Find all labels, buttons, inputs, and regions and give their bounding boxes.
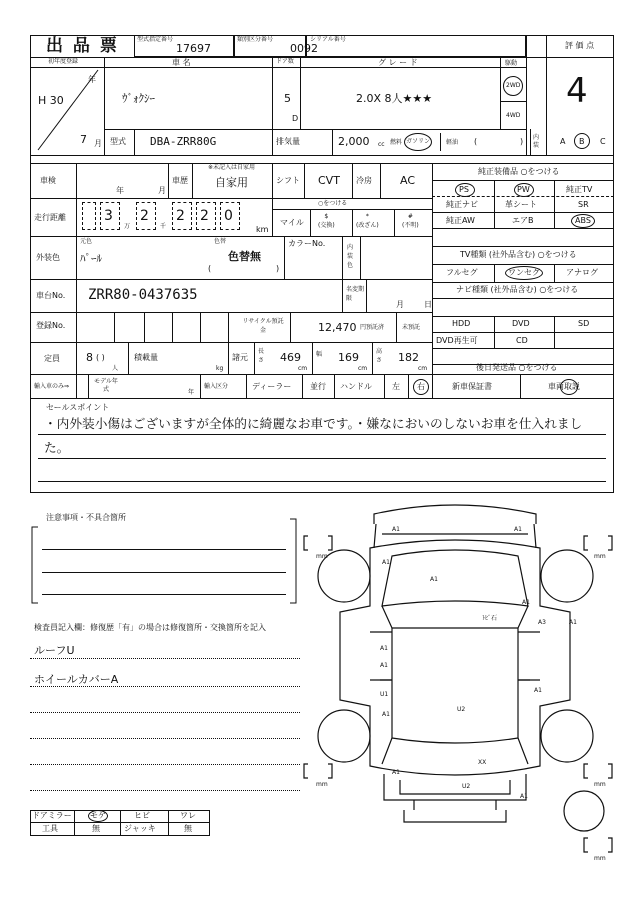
- manual-option: 車両取説: [548, 382, 580, 391]
- drive-label: 駆動: [505, 60, 518, 67]
- mm-label: mm: [316, 781, 328, 788]
- damage-mark: A1: [569, 619, 577, 626]
- car-name: ｳﾞｫｸｼｰ: [122, 92, 155, 105]
- height-value: 182: [398, 351, 419, 364]
- class-value: 0092: [290, 42, 318, 55]
- form-title: 出 品 票: [46, 36, 119, 56]
- history-label: 車歴: [172, 176, 188, 185]
- navi-hdd: HDD: [452, 319, 471, 328]
- serial-label: シリアル番号: [310, 36, 346, 43]
- door-mirror-label: ドアミラー: [32, 811, 72, 820]
- grade-value: 2.0X 8人★★★: [356, 92, 433, 105]
- damage-mark: A1: [382, 559, 390, 566]
- drive-2wd: 2WD: [506, 82, 521, 89]
- sales-line-1: ・内外装小傷はございますが全体的に綺麗なお車です。・嫌なにおいのしないお車を仕入れまし: [44, 416, 583, 431]
- width-label: 幅: [316, 351, 323, 358]
- load-unit: kg: [216, 365, 224, 372]
- damage-mark: A1: [520, 793, 528, 800]
- capacity-value: 8: [86, 351, 93, 364]
- jack-value: 無: [184, 824, 192, 833]
- class-label: 類別区分番号: [237, 36, 274, 43]
- doors-label: ドア数: [276, 58, 294, 65]
- mm-label: mm: [594, 553, 606, 560]
- recycle-value: 12,470: [318, 321, 357, 334]
- damage-mark: A1: [382, 711, 390, 718]
- damage-mark: A1: [380, 662, 388, 669]
- shift-value: CVT: [318, 174, 340, 187]
- displacement-label: 排気量: [276, 137, 300, 146]
- length-label: 長さ: [258, 348, 265, 364]
- dealer-option: ディーラー: [252, 382, 292, 391]
- unknown-label: # (不明): [402, 213, 419, 229]
- handle-label: ハンドル: [340, 382, 372, 391]
- original-color-value: ﾊﾟｰﾙ: [80, 252, 102, 265]
- length-value: 469: [280, 351, 301, 364]
- tools-value: 無: [92, 824, 100, 833]
- fuel-gasoline: ガソリン: [406, 138, 431, 145]
- mirror-value: モゲ: [90, 811, 106, 820]
- caution-label: 注意事項・不具合箇所: [46, 513, 126, 522]
- damage-mark: U1: [380, 691, 389, 698]
- recycle-label: リサイクル預託金: [242, 318, 284, 334]
- shaken-year-unit: 年: [116, 186, 124, 195]
- mileage-digit-3: 2: [176, 208, 185, 224]
- handle-left: 左: [392, 382, 400, 391]
- damage-mark: XX: [478, 759, 487, 766]
- mileage-digit-4: 2: [200, 208, 209, 224]
- equip-leather: 革シート: [505, 200, 537, 209]
- mileage-label: 走行距離: [34, 213, 66, 222]
- tv-type-title: TV種類 (社外品含む) ○をつける: [460, 250, 577, 259]
- type-cert-label: 型式指定番号: [137, 36, 174, 43]
- equip-tv: 純正TV: [566, 185, 593, 194]
- exchanged-label: $ (交換): [318, 213, 335, 229]
- fuel-label: 燃料: [390, 139, 403, 146]
- handle-right: 右: [417, 382, 425, 391]
- fuel-diesel: 軽油: [446, 139, 459, 146]
- model-label: 車 名: [172, 58, 191, 67]
- equip-pw: PW: [517, 185, 530, 194]
- displacement-value: 2,000: [338, 135, 370, 148]
- import-class-label: 輸入区分: [204, 383, 229, 390]
- score-value: 4: [566, 71, 588, 111]
- modified-label: * (改ざん): [356, 213, 379, 229]
- reg-era: H 30: [38, 94, 64, 107]
- import-label: 輸入車のみ⇒: [34, 383, 70, 390]
- name-change-label: 名変期限: [346, 286, 365, 302]
- damage-mark: A1: [522, 599, 530, 606]
- first-reg-label: 初年度登録: [48, 58, 79, 65]
- capacity-unit: 人: [112, 365, 119, 372]
- interior-grade-c: C: [600, 137, 606, 146]
- color-no-label: カラーNo.: [288, 239, 326, 248]
- interior-color-label: 内装色: [347, 244, 354, 269]
- navi-type-title: ナビ種類 (社外品含む) ○をつける: [456, 285, 579, 294]
- model-type-label: 型式: [110, 137, 126, 146]
- mileage-unit-sen: 千: [160, 223, 167, 230]
- sales-label: セールスポイント: [46, 403, 110, 412]
- jack-label: ジャッキ: [124, 824, 156, 833]
- model-type-value: DBA-ZRR80G: [150, 135, 217, 148]
- load-label: 積載量: [134, 353, 158, 362]
- repaint-label: 色替: [214, 238, 227, 245]
- damage-mark: U2: [457, 706, 466, 713]
- height-label: 高さ: [376, 348, 383, 364]
- equip-aw: 純正AW: [446, 216, 475, 225]
- doors-sub: D: [292, 114, 299, 123]
- mileage-digit-1: 3: [104, 208, 113, 224]
- shaken-month-unit: 月: [158, 186, 166, 195]
- chassis-value: ZRR80-0437635: [88, 287, 198, 303]
- interior-grade-b: B: [579, 137, 585, 146]
- mileage-digit-2: 2: [140, 208, 149, 224]
- drive-4wd: 4WD: [506, 112, 521, 119]
- type-cert-value: 17697: [176, 42, 211, 55]
- dvd-play: DVD再生可: [436, 336, 478, 345]
- original-color-label: 元色: [80, 238, 93, 245]
- damage-mark: A1: [392, 769, 400, 776]
- mm-label: mm: [316, 553, 328, 560]
- circle-note: ○をつける: [318, 200, 348, 207]
- name-change-month: 月: [396, 300, 404, 309]
- cd-option: CD: [516, 336, 528, 345]
- ac-label: 冷房: [356, 176, 372, 185]
- navi-sd: SD: [578, 319, 590, 328]
- ac-value: AC: [400, 174, 416, 187]
- model-year-label: モデル年式: [94, 378, 118, 393]
- recycle-unpaid: 未預託: [402, 324, 421, 331]
- km-unit: km: [256, 225, 269, 234]
- length-unit: cm: [298, 365, 308, 372]
- capacity-label: 定員: [44, 354, 60, 363]
- dims-label: 諸元: [232, 353, 248, 362]
- mileage-digit-5: 0: [224, 208, 233, 224]
- interior-grade-a: A: [560, 137, 566, 146]
- equip-title: 純正装備品 ○をつける: [478, 167, 560, 176]
- next-day-title: 後日発送品 ○をつける: [476, 363, 558, 372]
- doors-value: 5: [284, 92, 291, 105]
- mm-label: mm: [594, 781, 606, 788]
- mm-label: mm: [594, 855, 606, 862]
- mile-label: マイル: [280, 218, 304, 227]
- equip-ps: PS: [459, 185, 469, 194]
- interior-label: 内装: [533, 134, 540, 149]
- equip-airbag: エアB: [512, 216, 534, 225]
- damage-mark: ﾄﾋﾞ石: [482, 615, 498, 622]
- damage-mark: A3: [538, 619, 546, 626]
- tv-analog: アナログ: [566, 268, 598, 277]
- equip-sr: SR: [578, 200, 589, 209]
- tools-label: 工具: [42, 824, 58, 833]
- exterior-label: 外装色: [36, 253, 60, 262]
- capacity-paren: ( ): [96, 353, 105, 362]
- shaken-label: 車検: [40, 176, 56, 185]
- damage-mark: A1: [430, 576, 438, 583]
- width-unit: cm: [358, 365, 368, 372]
- width-value: 169: [338, 351, 359, 364]
- hibi-label: ヒビ: [134, 811, 150, 820]
- reg-no-label: 登録No.: [36, 321, 66, 330]
- name-change-day: 日: [424, 300, 432, 309]
- damage-mark: U2: [462, 783, 471, 790]
- inspector-label: 検査員記入欄：修復歴「有」の場合は修復箇所・交換箇所を記入: [34, 623, 266, 632]
- grade-label: グ レ ー ド: [378, 58, 418, 67]
- inspector-line-2: ホイールカバーA: [34, 673, 119, 686]
- recycle-unit: 円預託済: [360, 324, 385, 331]
- tv-fullseg: フルセグ: [446, 268, 478, 277]
- damage-mark: A1: [514, 526, 522, 533]
- history-value: 自家用: [215, 176, 248, 189]
- history-note: ※未記入は自家用: [208, 164, 256, 171]
- score-label: 評 価 点: [565, 41, 595, 50]
- reg-year-unit: 年: [88, 75, 96, 84]
- damage-mark: A1: [380, 645, 388, 652]
- repaint-value: 色替無: [228, 250, 261, 263]
- reg-month-unit: 月: [94, 139, 102, 148]
- displacement-unit: cc: [378, 141, 385, 148]
- reg-month: 7: [80, 133, 87, 146]
- inspector-line-1: ルーフU: [34, 644, 75, 657]
- height-unit: cm: [418, 365, 428, 372]
- damage-mark: A1: [392, 526, 400, 533]
- equip-abs: ABS: [575, 216, 591, 225]
- equip-navi: 純正ナビ: [446, 200, 478, 209]
- navi-dvd: DVD: [512, 319, 530, 328]
- ware-label: ワレ: [180, 811, 196, 820]
- damage-mark: A1: [534, 687, 542, 694]
- warranty-option: 新車保証書: [452, 382, 492, 391]
- mileage-unit-man: 万: [124, 223, 131, 230]
- sales-line-2: た。: [44, 440, 70, 455]
- shift-label: シフト: [276, 176, 300, 185]
- chassis-label: 車台No.: [36, 291, 66, 300]
- parallel-option: 並行: [310, 382, 326, 391]
- model-year-unit: 年: [188, 389, 195, 396]
- tv-oneseg: ワンセグ: [508, 268, 540, 277]
